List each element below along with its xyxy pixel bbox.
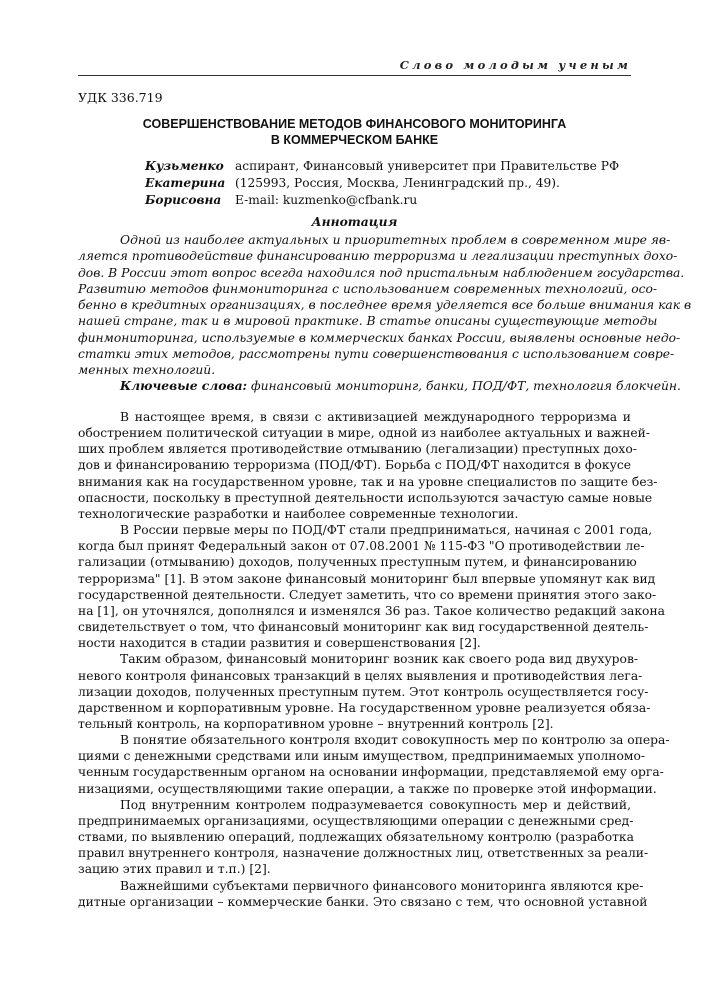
abstract-line: финмониторинга, используемые в коммерческих банках России, выявлены основные недо- bbox=[78, 330, 681, 345]
abstract-line: Одной из наиболее актуальных и приоритетных проблем в современном мире яв- bbox=[120, 233, 671, 247]
paragraph-line: лизации доходов, полученных преступным путем. Этот контроль осуществляется госу- bbox=[78, 684, 649, 699]
article-title bbox=[78, 116, 631, 148]
author-patronymic: Борисовна bbox=[145, 193, 222, 207]
author-affiliation bbox=[235, 158, 635, 209]
author-surname: Кузьменко bbox=[145, 159, 224, 173]
paragraph-line: обострением политической ситуации в мире, одной из наиболее актуальных и важней- bbox=[78, 426, 651, 441]
paragraph-first-line: В России первые меры по ПОД/ФТ стали предприниматься, начиная с 2001 года, bbox=[120, 523, 653, 538]
paragraph-first-line: Таким образом, финансовый мониторинг возник как своего рода вид двухуров- bbox=[120, 652, 639, 667]
paragraph-line: терроризма" [1]. В этом законе финансовый мониторинг был впервые упомянут как вид bbox=[78, 571, 656, 586]
paragraph-line: ствами, по выявлению операций, подлежащих обязательному контролю (разработка bbox=[78, 830, 634, 845]
udc-code: УДК 336.719 bbox=[78, 90, 163, 105]
abstract-line: нашей стране, так и в мировой практике. В статье описаны существующие методы bbox=[78, 314, 658, 329]
paragraph-line: невого контроля финансовых транзакций в целях выявления и противодействия лега- bbox=[78, 668, 643, 683]
paragraph-line: опасности, поскольку в преступной деятельности используются зачастую самые новые bbox=[78, 490, 653, 505]
paragraph-line: правил внутреннего контроля, назначение должностных лиц, ответственных за реали- bbox=[78, 846, 649, 861]
abstract-line: бенно в кредитных организациях, в последнее время уделяется все больше внимания как в bbox=[78, 298, 692, 313]
running-head: Слово молодым ученым bbox=[399, 58, 631, 72]
paragraph-line: технологические разработки и наиболее современные технологии. bbox=[78, 506, 519, 521]
abstract-line: менных технологий. bbox=[78, 363, 216, 378]
paragraph-line: на [1], он уточнялся, дополнялся и изменялся 36 раз. Такое количество редакций закона bbox=[78, 603, 665, 618]
paragraph-first-line: Под внутренним контролем подразумевается совокупность мер и действий, bbox=[120, 797, 631, 812]
abstract-line: статки этих методов, рассмотрены пути совершенствования с использованием совре- bbox=[78, 347, 675, 362]
author-address: (125993, Россия, Москва, Ленинградский пр., 49). bbox=[235, 176, 560, 190]
paragraph-line: ших проблем является противодействие отмыванию (легализации) преступных дохо- bbox=[78, 442, 637, 457]
paragraph-line: ченным государственным органом на основании информации, представляемой ему орга- bbox=[78, 765, 664, 780]
paragraph-line: государственной деятельности. Следует заметить, что со времени принятия этого зако- bbox=[78, 587, 657, 602]
paragraph-line: гализации (отмыванию) доходов, полученных преступным путем, и финансированию bbox=[78, 555, 637, 570]
paragraph-line: внимания как на государственном уровне, так и на уровне специалистов по защите без- bbox=[78, 474, 658, 489]
paragraph-line: дов и финансированию терроризма (ПОД/ФТ). Борьба с ПОД/ФТ находится в фокусе bbox=[78, 458, 631, 473]
abstract-line: Развитию методов финмониторинга с использованием современных технологий, осо- bbox=[78, 281, 658, 296]
paragraph-line: дитные организации – коммерческие банки. Это связано с тем, что основной уставной bbox=[78, 894, 648, 909]
paragraph-first-line: В понятие обязательного контроля входит совокупность мер по контролю за опера- bbox=[120, 733, 670, 748]
keywords-text: финансовый мониторинг, банки, ПОД/ФТ, технология блокчейн. bbox=[247, 379, 681, 393]
author-name bbox=[145, 158, 235, 209]
paragraph-line: циями с денежными средствами или иным имуществом, предпринимаемых уполномо- bbox=[78, 749, 646, 764]
paragraph-line: предпринимаемых организациями, осуществляющими операции с денежными сред- bbox=[78, 813, 634, 828]
abstract-line: дов. В России этот вопрос всегда находился под пристальным наблюдением государства. bbox=[78, 265, 685, 280]
keywords bbox=[120, 378, 681, 393]
paragraph-line: дарственном и корпоративным уровне. На государственном уровне реализуется обяза- bbox=[78, 700, 651, 715]
abstract-line: ляется противодействие финансированию терроризма и легализации преступных дохо- bbox=[78, 249, 678, 264]
header-rule bbox=[78, 75, 631, 76]
paragraph-first-line: Важнейшими субъектами первичного финансового мониторинга являются кре- bbox=[120, 878, 644, 893]
paragraph-line: когда был принят Федеральный закон от 07.08.2001 № 115-ФЗ "О противодействии ле- bbox=[78, 539, 645, 554]
paragraph-first-line: В настоящее время, в связи с активизацией международного терроризма и bbox=[120, 410, 631, 424]
article-title-line-1: СОВЕРШЕНСТВОВАНИЕ МЕТОДОВ ФИНАНСОВОГО МОНИТОРИНГА bbox=[142, 117, 567, 131]
body-text bbox=[78, 409, 670, 910]
author-position: аспирант, Финансовый университет при Правительстве РФ bbox=[235, 159, 620, 173]
keywords-label: Ключевые слова: bbox=[120, 378, 248, 393]
paragraph-line: свидетельствует о том, что финансовый мониторинг как вид государственной деятель- bbox=[78, 620, 649, 635]
abstract-heading: Аннотация bbox=[311, 214, 398, 229]
paragraph-line: тельный контроль, на корпоративном уровне – внутренний контроль [2]. bbox=[78, 716, 554, 731]
paragraph-line: ности находится в стадии развития и совершенствования [2]. bbox=[78, 636, 481, 651]
author-email: E-mail: kuzmenko@cfbank.ru bbox=[235, 193, 418, 207]
paragraph-line: низациями, осуществляющими такие операции, а также по проверке этой информации. bbox=[78, 781, 657, 796]
author-first-name: Екатерина bbox=[145, 176, 226, 190]
paragraph-line: зацию этих правил и т.п.) [2]. bbox=[78, 862, 271, 877]
article-title-line-2: В КОММЕРЧЕСКОМ БАНКЕ bbox=[270, 133, 439, 147]
abstract-text bbox=[78, 232, 692, 379]
